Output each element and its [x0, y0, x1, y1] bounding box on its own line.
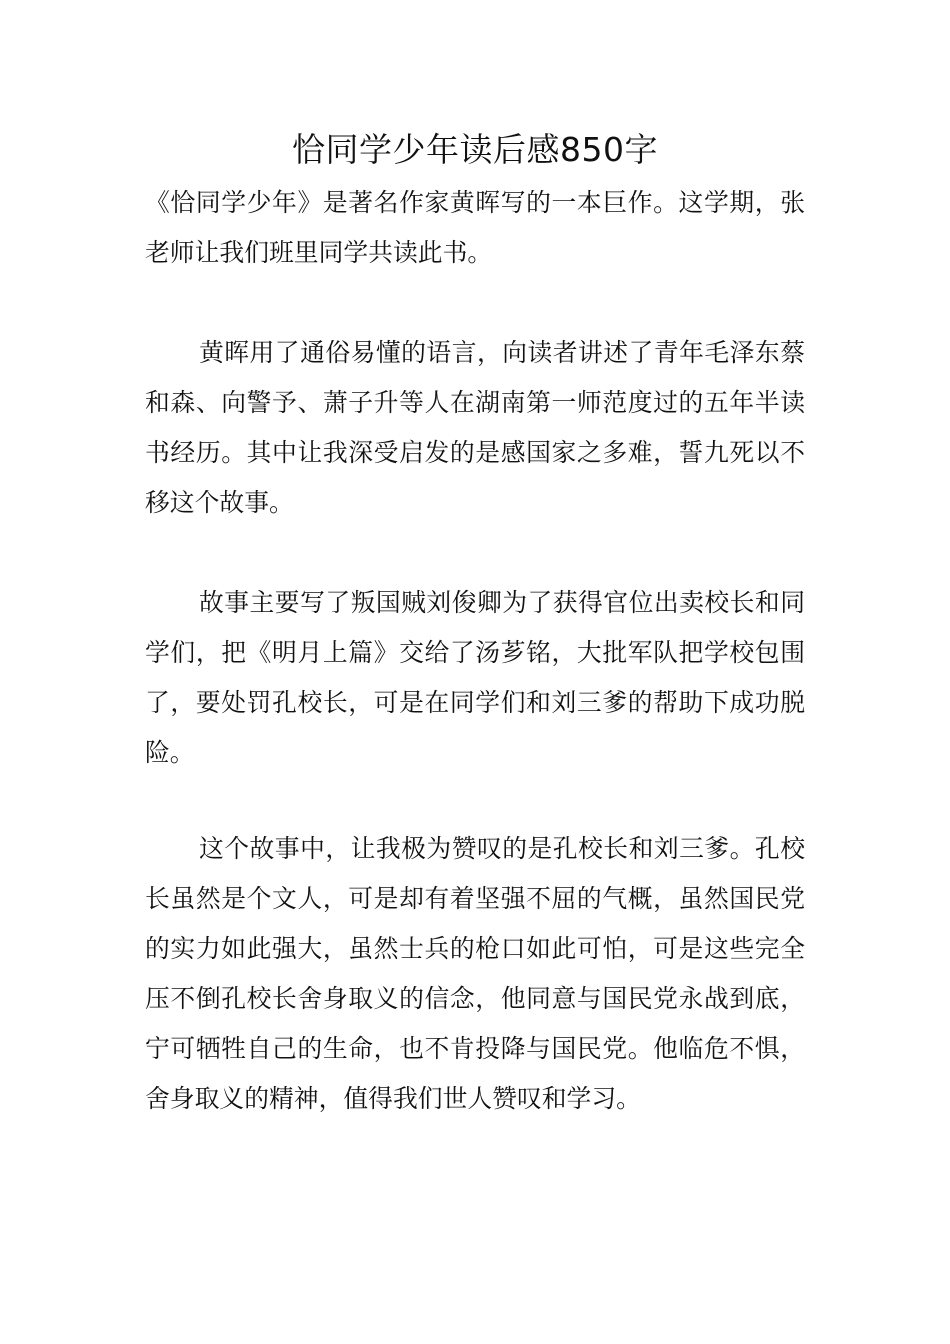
document-title: 恰同学少年读后感850字: [292, 130, 658, 169]
paragraph-1: 《恰同学少年》是著名作家黄晖写的一本巨作。这学期，张老师让我们班里同学共读此书。: [145, 188, 805, 267]
paragraph-2: 黄晖用了通俗易懂的语言，向读者讲述了青年毛泽东蔡和森、向警予、萧子升等人在湖南第一师范度过的五年半读书经历。其中让我深受启发的是感国家之多难，誓九死以不移这个故事。: [145, 338, 805, 517]
paragraph-4: 这个故事中，让我极为赞叹的是孔校长和刘三爹。孔校长虽然是个文人，可是却有着坚强不屈的气概，虽然国民党的实力如此强大，虽然士兵的枪口如此可怕，可是这些完全压不倒孔校长舍身取义的信念，他同意与国民党永战到底，宁可牺牲自己的生命，也不肯投降与国民党。他临危不惧，舍身取义的精神，值得我们世人赞叹和学习。: [145, 834, 805, 1113]
paragraph-3: 故事主要写了叛国贼刘俊卿为了获得官位出卖校长和同学们，把《明月上篇》交给了汤芗铭，大批军队把学校包围了，要处罚孔校长，可是在同学们和刘三爹的帮助下成功脱险。: [145, 588, 805, 767]
